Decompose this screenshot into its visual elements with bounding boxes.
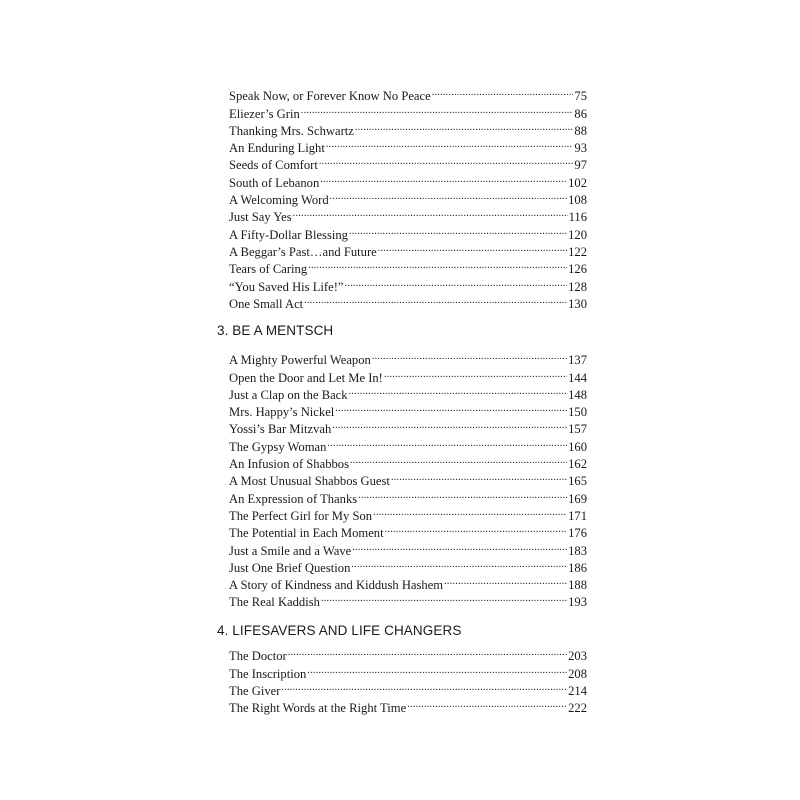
toc-entry	[229, 643, 587, 664]
dot-leader	[326, 135, 574, 152]
toc-entry-title: The Doctor	[229, 649, 287, 664]
dot-leader	[308, 256, 567, 273]
toc-entry-title: South of Lebanon	[229, 175, 320, 190]
dot-leader	[391, 468, 567, 485]
dot-leader	[288, 643, 567, 660]
toc-entry-title: An Expression of Thanks	[229, 491, 358, 506]
dot-leader	[330, 187, 567, 204]
toc-entry-page-number: 88	[574, 123, 587, 138]
toc-entry-page-number: 116	[568, 210, 587, 225]
toc-entry	[229, 678, 587, 698]
toc-section-4-list	[229, 643, 587, 716]
dot-leader	[385, 520, 568, 537]
toc-entry-page-number: 157	[568, 422, 587, 437]
dot-leader	[378, 239, 567, 256]
toc-section-3-list	[229, 347, 587, 610]
toc-entry-page-number: 75	[574, 89, 587, 104]
dot-leader	[352, 537, 567, 554]
toc-entry-page-number: 176	[568, 526, 587, 541]
toc-entry-title: Just One Brief Question	[229, 560, 351, 575]
dot-leader	[327, 433, 567, 450]
dot-leader	[304, 291, 567, 308]
toc-entry-title: Thanking Mrs. Schwartz	[229, 123, 354, 138]
toc-entry-title: A Welcoming Word	[229, 193, 329, 208]
toc-entry-title: Mrs. Happy’s Nickel	[229, 405, 335, 420]
toc-entry-title: The Gypsy Woman	[229, 439, 327, 454]
dot-leader	[349, 221, 567, 238]
dot-leader	[444, 572, 567, 589]
toc-entry-title: The Perfect Girl for My Son	[229, 508, 373, 523]
toc-entry-page-number: 183	[568, 543, 587, 558]
dot-leader	[293, 204, 568, 221]
toc-entry-page-number: 150	[568, 405, 587, 420]
toc-entry-title: Just a Smile and a Wave	[229, 543, 352, 558]
toc-entry-title: The Potential in Each Moment	[229, 526, 384, 541]
dot-leader	[355, 118, 574, 135]
toc-entry-page-number: 169	[568, 491, 587, 506]
toc-entry-title: A Most Unusual Shabbos Guest	[229, 474, 390, 489]
toc-entry-title: Tears of Caring	[229, 262, 308, 277]
toc-entry-page-number: 130	[568, 296, 587, 311]
toc-entry-page-number: 222	[568, 701, 587, 716]
dot-leader	[350, 451, 567, 468]
toc-entry-title: A Beggar’s Past…and Future	[229, 244, 377, 259]
toc-entry-title: One Small Act	[229, 296, 304, 311]
toc-entry-title: Open the Door and Let Me In!	[229, 370, 383, 385]
toc-entry-page-number: 208	[568, 666, 587, 681]
dot-leader	[432, 83, 574, 100]
toc-entry-page-number: 128	[568, 279, 587, 294]
toc-entry-title: The Right Words at the Right Time	[229, 701, 407, 716]
section-heading-3: 3. BE A MENTSCH	[217, 323, 334, 338]
toc-entry-page-number: 165	[568, 474, 587, 489]
dot-leader	[358, 485, 567, 502]
toc-entry-title: Just Say Yes	[229, 210, 292, 225]
toc-entry-title: “You Saved His Life!”	[229, 279, 344, 294]
dot-leader	[281, 678, 567, 695]
toc-entry-title: The Real Kaddish	[229, 595, 320, 610]
toc-entry-page-number: 193	[568, 595, 587, 610]
dot-leader	[373, 503, 567, 520]
toc-entry-page-number: 108	[568, 193, 587, 208]
toc-entry-page-number: 137	[568, 353, 587, 368]
toc-entry-page-number: 86	[574, 106, 587, 121]
dot-leader	[407, 695, 567, 712]
dot-leader	[320, 169, 567, 186]
toc-entry-page-number: 148	[568, 387, 587, 402]
toc-entry-title: A Story of Kindness and Kiddush Hashem	[229, 578, 444, 593]
toc-entry-page-number: 97	[574, 158, 587, 173]
section-heading-4: 4. LIFESAVERS AND LIFE CHANGERS	[217, 623, 462, 638]
toc-entry-page-number: 126	[568, 262, 587, 277]
toc-entry-page-number: 171	[568, 508, 587, 523]
toc-entry-title: Seeds of Comfort	[229, 158, 318, 173]
toc-continued-list	[229, 83, 587, 311]
toc-entry-title: An Enduring Light	[229, 141, 325, 156]
toc-entry-title: Speak Now, or Forever Know No Peace	[229, 89, 431, 104]
toc-entry-title: An Infusion of Shabbos	[229, 457, 349, 472]
toc-entry-page-number: 144	[568, 370, 587, 385]
toc-entry-title: Just a Clap on the Back	[229, 387, 348, 402]
dot-leader	[345, 273, 568, 290]
toc-entry-title: A Fifty-Dollar Blessing	[229, 227, 348, 242]
dot-leader	[372, 347, 567, 364]
toc-entry-page-number: 214	[568, 683, 587, 698]
dot-leader	[321, 589, 567, 606]
dot-leader	[335, 399, 567, 416]
dot-leader	[307, 660, 567, 677]
dot-leader	[319, 152, 574, 169]
toc-entry-title: Yossi’s Bar Mitzvah	[229, 422, 332, 437]
toc-entry-title: The Giver	[229, 683, 281, 698]
dot-leader	[349, 382, 568, 399]
toc-entry-page-number: 186	[568, 560, 587, 575]
toc-entry	[229, 347, 587, 368]
toc-entry	[229, 83, 587, 104]
toc-entry-page-number: 188	[568, 578, 587, 593]
dot-leader	[351, 555, 567, 572]
toc-entry-page-number: 102	[568, 175, 587, 190]
toc-entry-page-number: 162	[568, 457, 587, 472]
toc-entry-title: Eliezer’s Grin	[229, 106, 300, 121]
toc-entry-page-number: 120	[568, 227, 587, 242]
dot-leader	[332, 416, 567, 433]
dot-leader	[384, 364, 567, 381]
toc-entry-title: The Inscription	[229, 666, 307, 681]
toc-entry	[229, 695, 587, 716]
toc-entry-page-number: 93	[574, 141, 587, 156]
dot-leader	[301, 100, 574, 117]
toc-entry-title: A Mighty Powerful Weapon	[229, 353, 371, 368]
toc-entry-page-number: 160	[568, 439, 587, 454]
toc-entry-page-number: 122	[568, 244, 587, 259]
toc-entry-page-number: 203	[568, 649, 587, 664]
